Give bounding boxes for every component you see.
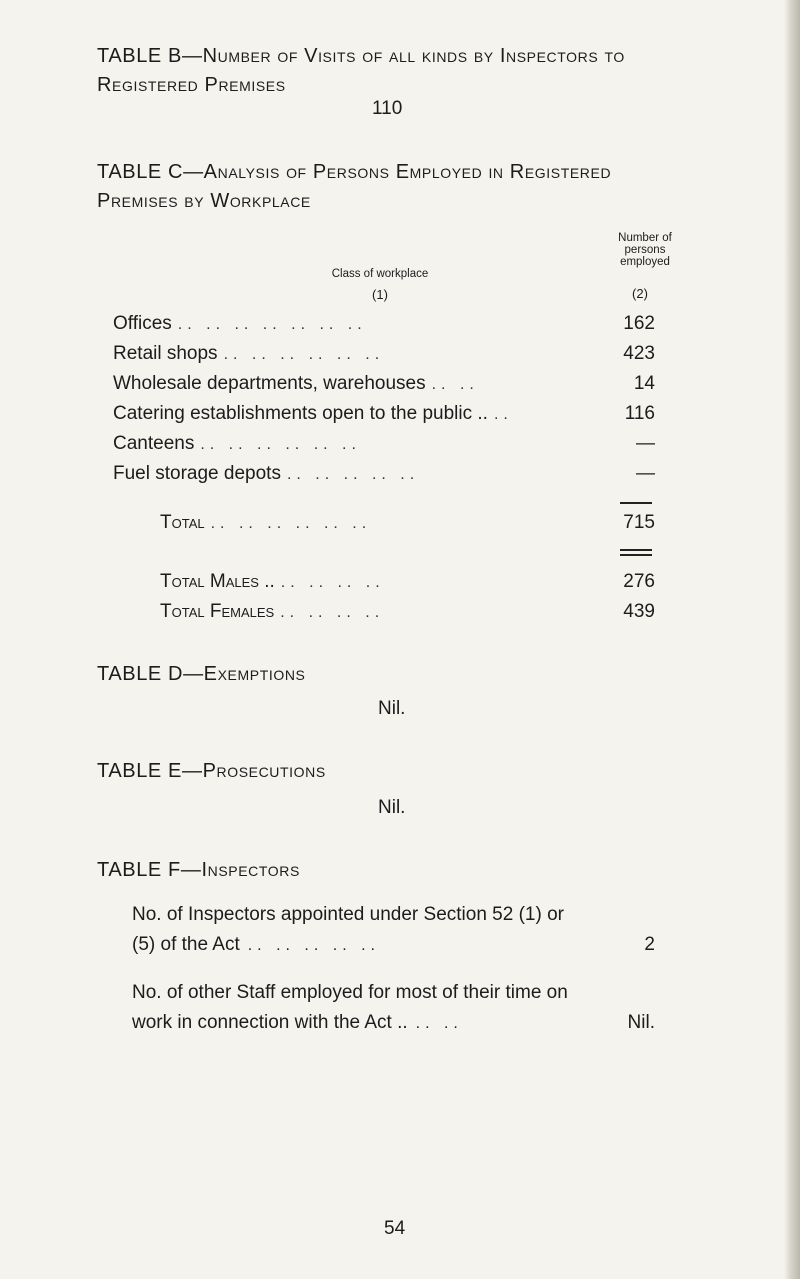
row-value: 162 [623, 313, 655, 334]
row-value: — [636, 463, 655, 484]
total-double-rule-bottom [620, 554, 652, 556]
table-c-title-line2: Premises by Workplace [97, 190, 311, 212]
row-value: 116 [624, 403, 655, 424]
table-row [113, 343, 655, 367]
row-leader: .. .. .. .. .. .. [200, 436, 361, 453]
page-edge-shadow [784, 0, 800, 1279]
total-value: 715 [623, 512, 655, 533]
item-2-text: work in connection with the Act .. [132, 1012, 408, 1033]
table-row [113, 433, 655, 457]
total-females-row [160, 601, 655, 625]
row-label: Canteens [113, 433, 195, 454]
table-c-title-line1: TABLE C—Analysis of Persons Employed in Registered [97, 161, 612, 183]
table-e-value: Nil. [378, 797, 406, 818]
row-label: Catering establishments open to the public .. [113, 403, 488, 424]
row-leader: .. .. .. .. .. .. [223, 346, 385, 363]
total-row [160, 512, 655, 536]
row-label: Offices [113, 313, 172, 334]
row-leader: .. [493, 406, 513, 423]
col2-header-line1: Number of [618, 232, 672, 244]
row-label: Wholesale departments, warehouses [113, 373, 426, 394]
item-2-line1: No. of other Staff employed for most of their time on [132, 982, 568, 1003]
item-1-value: 2 [644, 934, 655, 955]
item-1-line2 [132, 930, 655, 961]
row-leader: .. .. .. .. [280, 604, 385, 621]
row-leader: .. .. .. .. [280, 574, 385, 591]
row-label: Retail shops [113, 343, 218, 364]
row-leader: .. .. .. .. .. [286, 466, 420, 483]
table-d-title: TABLE D—Exemptions [97, 663, 306, 685]
total-top-rule [620, 502, 652, 504]
table-row [113, 463, 655, 487]
table-e-title: TABLE E—Prosecutions [97, 760, 326, 782]
total-females-value: 439 [623, 601, 655, 622]
table-f-item-2 [132, 978, 655, 1039]
table-f-item-1 [132, 900, 655, 961]
item-2-line2 [132, 1008, 655, 1039]
item-1-text: (5) of the Act [132, 934, 240, 955]
table-b-title-line1: TABLE B—Number of Visits of all kinds by Inspectors to [97, 45, 625, 67]
col2-header-line2: persons [624, 244, 666, 256]
total-males-label: Total Males .. [160, 571, 275, 592]
row-value: 14 [633, 373, 655, 394]
item-1-leader: .. .. .. .. .. [247, 937, 380, 954]
total-label: Total [160, 512, 205, 533]
table-f-title: TABLE F—Inspectors [97, 859, 300, 881]
total-double-rule-top [620, 549, 652, 551]
row-leader: .. .. .. .. .. .. .. [177, 316, 367, 333]
table-b-value: 110 [372, 98, 403, 119]
table-row [113, 313, 655, 337]
total-females-label: Total Females [160, 601, 275, 622]
total-males-value: 276 [623, 571, 655, 592]
col1-number: (1) [372, 287, 388, 302]
row-value: 423 [623, 343, 655, 364]
row-leader: .. .. [431, 376, 479, 393]
item-2-value: Nil. [627, 1012, 655, 1033]
col1-header: Class of workplace [331, 268, 429, 280]
col2-header-line3: employed [620, 256, 670, 268]
table-row [113, 373, 655, 397]
item-2-leader: .. .. [415, 1015, 463, 1032]
row-leader: .. .. .. .. .. .. [210, 515, 372, 532]
table-b-title [97, 42, 625, 100]
table-row [113, 403, 655, 427]
row-value: — [636, 433, 655, 454]
page-number: 54 [384, 1218, 406, 1239]
item-1-line1: No. of Inspectors appointed under Section 52 (1) or [132, 904, 564, 925]
table-c-title [97, 158, 611, 216]
row-label: Fuel storage depots [113, 463, 281, 484]
total-males-row [160, 571, 655, 595]
col2-header [600, 232, 690, 268]
col2-number: (2) [632, 286, 648, 301]
table-d-value: Nil. [378, 698, 406, 719]
table-b-title-line2: Registered Premises [97, 74, 286, 96]
